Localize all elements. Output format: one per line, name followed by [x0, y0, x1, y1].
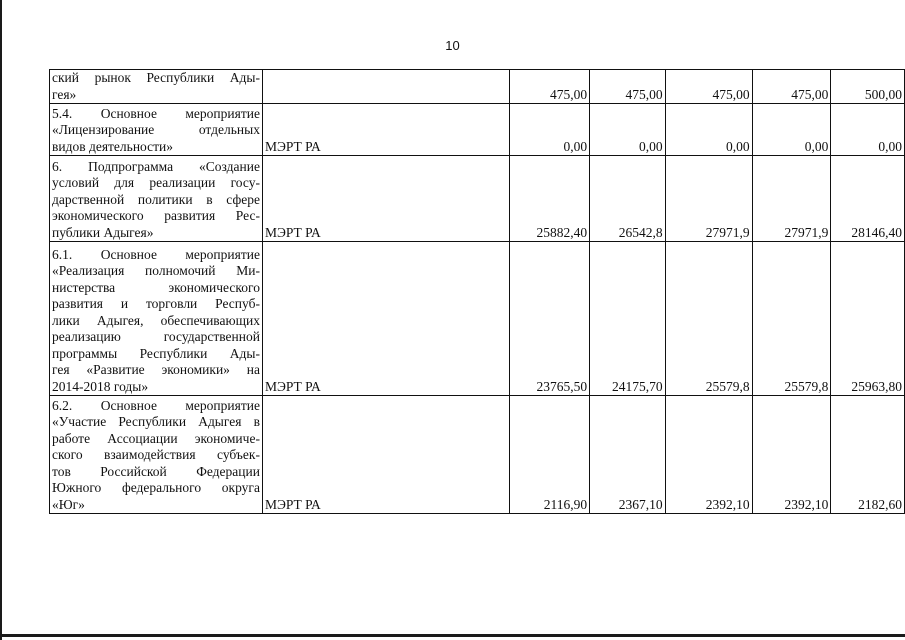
activity-name-cell	[50, 104, 263, 156]
activity-name-line: 6.2. Основное мероприятие	[52, 397, 260, 413]
activity-name-line: 5.4. Основное мероприятие	[52, 105, 260, 121]
executor-cell: МЭРТ РА	[262, 242, 509, 396]
activity-name-line: гея «Развитие экономики» на	[52, 362, 260, 377]
activity-name-cell	[50, 70, 263, 104]
table-row	[50, 104, 905, 156]
funding-value-cell: 25963,80	[831, 242, 905, 396]
activity-name-line: 2014-2018 годы»	[52, 378, 149, 394]
activity-name-line: Южного федерального округа	[52, 480, 260, 495]
activity-name-line: публики Адыгея»	[52, 224, 154, 240]
activity-name-line: дарственной политики в сфере	[52, 191, 260, 207]
funding-value-cell: 0,00	[510, 104, 590, 156]
funding-value-cell: 2392,10	[665, 396, 752, 514]
activity-name-line: 6.1. Основное мероприятие	[52, 246, 260, 262]
table-row	[50, 70, 905, 104]
activity-name-line: «Реализация полномочий Ми-	[52, 263, 260, 278]
activity-name-line: ского взаимодействия субъек-	[52, 447, 260, 462]
table-row	[50, 242, 905, 396]
funding-value-cell: 0,00	[665, 104, 752, 156]
funding-value-cell: 2182,60	[831, 396, 905, 514]
executor-cell: МЭРТ РА	[262, 396, 509, 514]
activity-name-line: тов Российской Федерации	[52, 463, 260, 479]
activity-name-line: видов деятельности»	[52, 138, 173, 154]
activity-name-line: развития и торговли Респуб-	[52, 296, 260, 311]
funding-value-cell: 25579,8	[752, 242, 831, 396]
funding-value-cell: 500,00	[831, 70, 905, 104]
activity-name-line: экономического развития Рес-	[52, 208, 260, 223]
activity-name-cell	[50, 396, 263, 514]
budget-table-body	[50, 70, 905, 514]
activity-name-line: лики Адыгея, обеспечивающих	[52, 312, 260, 328]
funding-value-cell: 2367,10	[590, 396, 665, 514]
activity-name-cell	[50, 242, 263, 396]
funding-value-cell: 2392,10	[752, 396, 831, 514]
funding-value-cell: 0,00	[590, 104, 665, 156]
activity-name-line: «Юг»	[52, 496, 85, 512]
page-bottom-edge	[0, 634, 905, 637]
funding-value-cell: 26542,8	[590, 156, 665, 242]
activity-name-line: условий для реализации госу-	[52, 175, 260, 190]
funding-value-cell: 23765,50	[510, 242, 590, 396]
activity-name-line: программы Республики Ады-	[52, 345, 260, 361]
activity-name-line: работе Ассоциации экономиче-	[52, 430, 260, 446]
activity-name-line: нистерства экономического	[52, 279, 260, 295]
activity-name-line: ский рынок Республики Ады-	[52, 70, 260, 85]
budget-table	[49, 69, 905, 514]
funding-value-cell: 25579,8	[665, 242, 752, 396]
funding-value-cell: 475,00	[752, 70, 831, 104]
page-left-edge	[0, 0, 2, 640]
funding-value-cell: 27971,9	[752, 156, 831, 242]
executor-cell	[262, 70, 509, 104]
funding-value-cell: 25882,40	[510, 156, 590, 242]
funding-value-cell: 0,00	[752, 104, 831, 156]
funding-value-cell: 475,00	[665, 70, 752, 104]
funding-value-cell: 0,00	[831, 104, 905, 156]
executor-cell: МЭРТ РА	[262, 104, 509, 156]
activity-name-line: реализацию государственной	[52, 329, 260, 344]
executor-cell: МЭРТ РА	[262, 156, 509, 242]
funding-value-cell: 27971,9	[665, 156, 752, 242]
funding-value-cell: 28146,40	[831, 156, 905, 242]
table-row	[50, 156, 905, 242]
funding-value-cell: 475,00	[510, 70, 590, 104]
table-row	[50, 396, 905, 514]
activity-name-line: «Участие Республики Адыгея в	[52, 414, 260, 429]
activity-name-cell	[50, 156, 263, 242]
activity-name-line: гея»	[52, 86, 77, 102]
funding-value-cell: 2116,90	[510, 396, 590, 514]
funding-value-cell: 475,00	[590, 70, 665, 104]
activity-name-line: «Лицензирование отдельных	[52, 122, 260, 137]
funding-value-cell: 24175,70	[590, 242, 665, 396]
activity-name-line: 6. Подпрограмма «Создание	[52, 158, 260, 174]
page-number: 10	[445, 38, 460, 53]
